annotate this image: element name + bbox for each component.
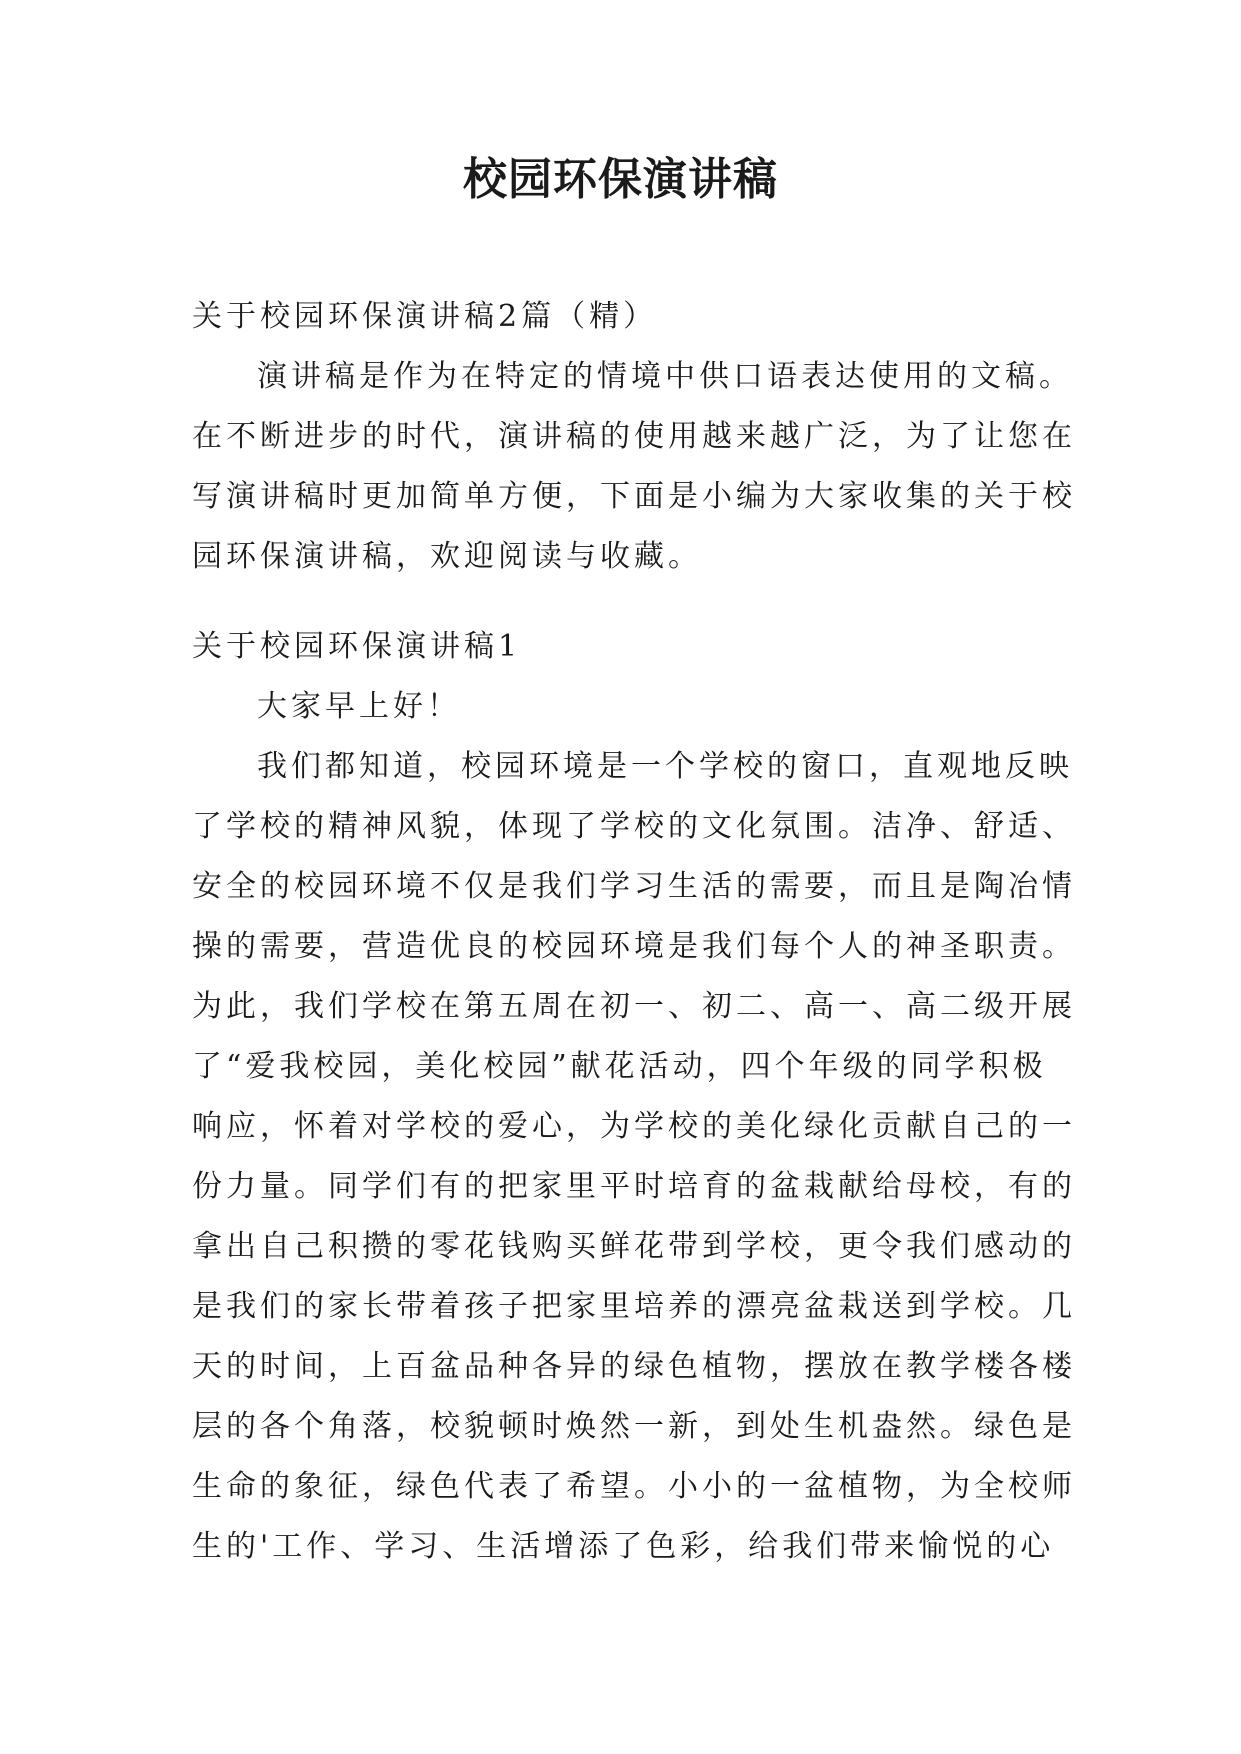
body-paragraph-line: 天的时间，上百盆品种各异的绿色植物，摆放在教学楼各楼 <box>192 1349 1076 1384</box>
section-heading-1: 关于校园环保演讲稿2篇（精） <box>192 299 658 334</box>
body-paragraph-line: 响应，怀着对学校的爱心，为学校的美化绿化贡献自己的一 <box>192 1109 1076 1144</box>
paragraph-spacer <box>192 587 1072 617</box>
document-body <box>192 287 1076 1577</box>
greeting-line: 大家早上好！ <box>257 689 461 724</box>
intro-paragraph-line: 演讲稿是作为在特定的情境中供口语表达使用的文稿。 <box>257 359 1073 394</box>
body-paragraph-line: 操的需要，营造优良的校园环境是我们每个人的神圣职责。 <box>192 929 1076 964</box>
body-paragraph-line: 生命的象征，绿色代表了希望。小小的一盆植物，为全校师 <box>192 1469 1076 1504</box>
body-paragraph-line: 层的各个角落，校貌顿时焕然一新，到处生机盎然。绿色是 <box>192 1409 1076 1444</box>
intro-paragraph-line: 在不断进步的时代，演讲稿的使用越来越广泛，为了让您在 <box>192 419 1076 454</box>
intro-paragraph-line: 写演讲稿时更加简单方便，下面是小编为大家收集的关于校 <box>192 479 1076 514</box>
section-heading-2: 关于校园环保演讲稿1 <box>192 629 522 664</box>
body-paragraph-line: 拿出自己积攒的零花钱购买鲜花带到学校，更令我们感动的 <box>192 1229 1076 1264</box>
body-paragraph-line: 生的'工作、学习、生活增添了色彩，给我们带来愉悦的心 <box>192 1529 1055 1564</box>
body-paragraph-line: 了“爱我校园，美化校园”献花活动，四个年级的同学积极 <box>192 1049 1047 1084</box>
body-paragraph-line: 安全的校园环境不仅是我们学习生活的需要，而且是陶冶情 <box>192 869 1076 904</box>
body-paragraph-line: 份力量。同学们有的把家里平时培育的盆栽献给母校，有的 <box>192 1169 1076 1204</box>
intro-paragraph-line: 园环保演讲稿，欢迎阅读与收藏。 <box>192 539 702 574</box>
document-title: 校园环保演讲稿 <box>463 154 778 205</box>
body-paragraph-line: 我们都知道，校园环境是一个学校的窗口，直观地反映 <box>257 749 1073 784</box>
body-paragraph-line: 是我们的家长带着孩子把家里培养的漂亮盆栽送到学校。几 <box>192 1289 1076 1324</box>
body-paragraph-line: 了学校的精神风貌，体现了学校的文化氛围。洁净、舒适、 <box>192 809 1076 844</box>
body-paragraph-line: 为此，我们学校在第五周在初一、初二、高一、高二级开展 <box>192 989 1076 1024</box>
